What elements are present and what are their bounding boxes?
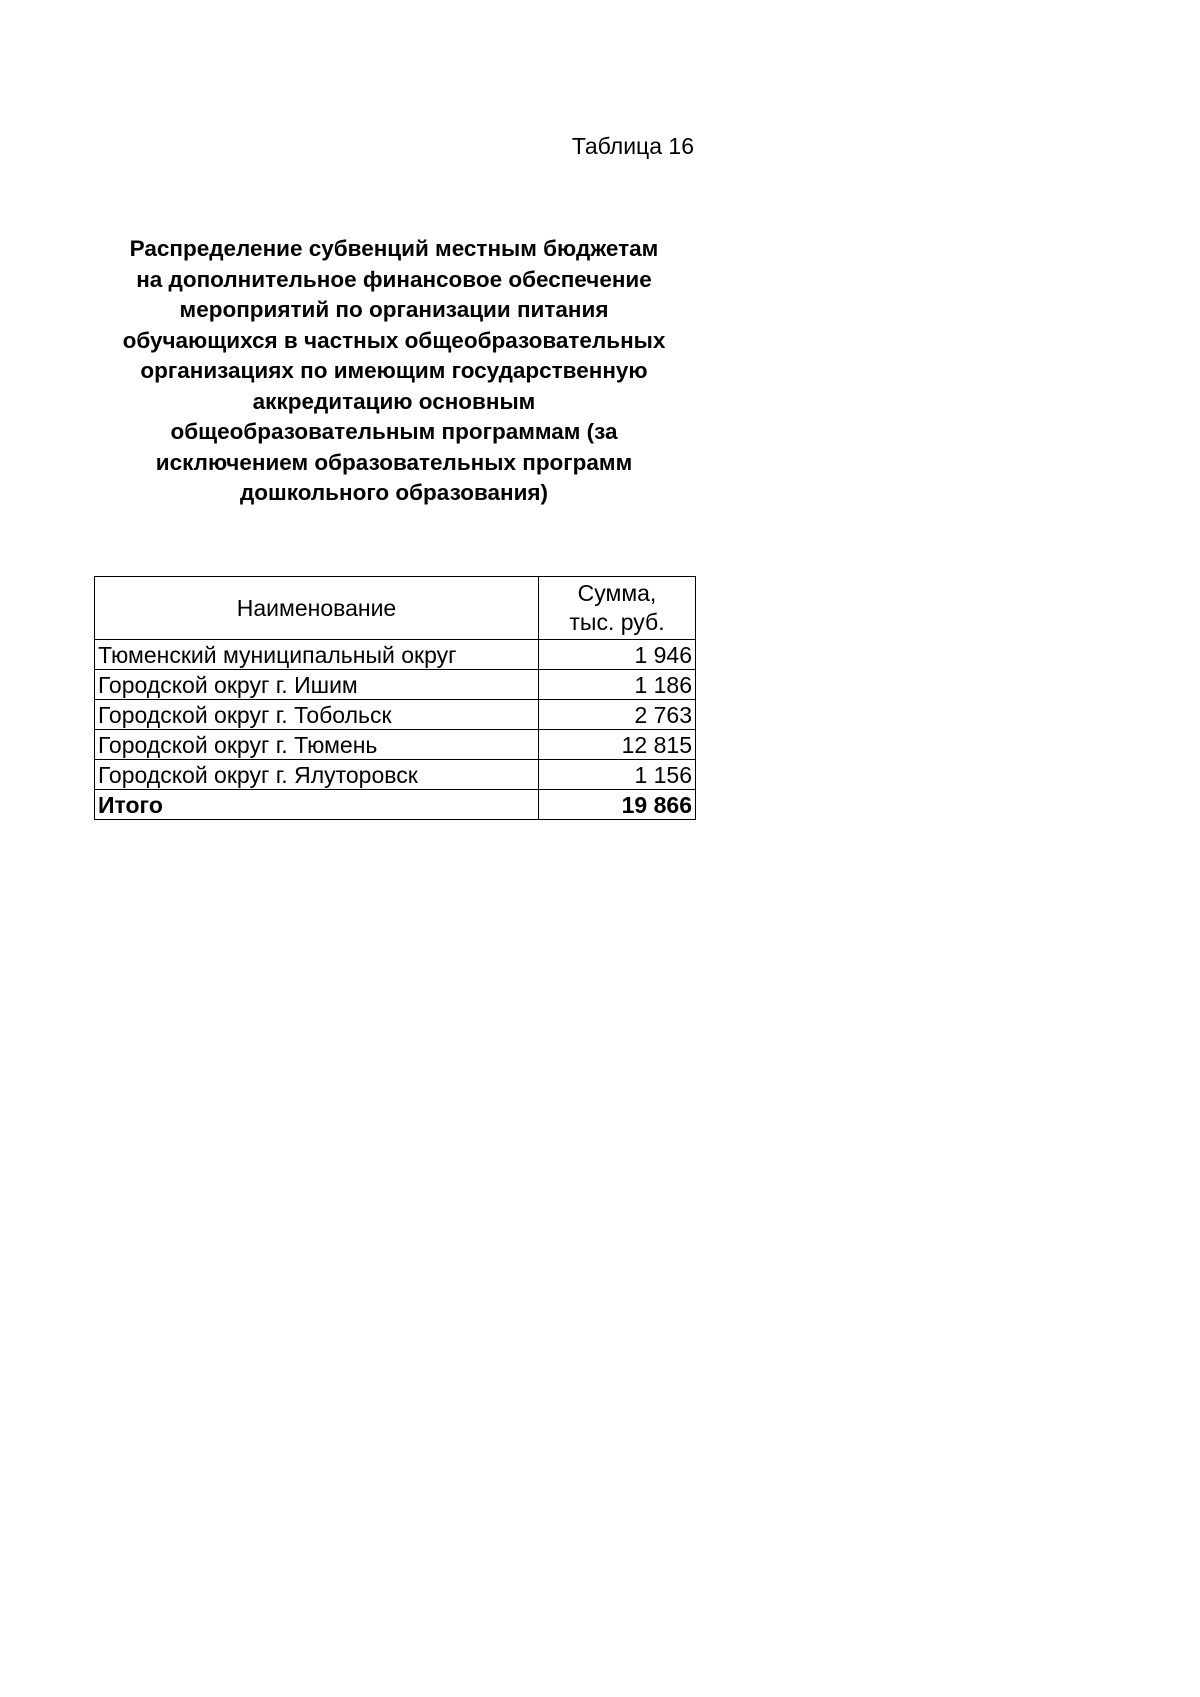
row-sum: 1 186	[539, 670, 696, 700]
table-row	[95, 760, 696, 790]
table-row	[95, 640, 696, 670]
row-name: Городской округ г. Тобольск	[95, 700, 539, 730]
row-name: Городской округ г. Тюмень	[95, 730, 539, 760]
column-header-sum	[539, 577, 696, 640]
row-name: Городской округ г. Ишим	[95, 670, 539, 700]
column-header-sum-line1: Сумма,	[577, 580, 657, 606]
total-sum: 19 866	[539, 790, 696, 820]
table-row	[95, 670, 696, 700]
total-label: Итого	[95, 790, 539, 820]
row-name: Городской округ г. Ялуторовск	[95, 760, 539, 790]
column-header-name: Наименование	[95, 577, 539, 640]
table-header-row	[95, 577, 696, 640]
subvention-table	[94, 576, 696, 820]
title-line: организациях по имеющим государственную	[140, 358, 648, 383]
table-row	[95, 730, 696, 760]
row-sum: 1 156	[539, 760, 696, 790]
title-line: дошкольного образования)	[239, 480, 549, 505]
table-number: Таблица 16	[571, 133, 694, 159]
row-sum: 2 763	[539, 700, 696, 730]
row-sum: 12 815	[539, 730, 696, 760]
title-line: исключением образовательных программ	[155, 449, 633, 475]
total-row	[95, 790, 696, 820]
table-row	[95, 700, 696, 730]
title-line: на дополнительное финансовое обеспечение	[136, 266, 652, 292]
title-line: Распределение субвенций местным бюджетам	[129, 236, 659, 261]
column-header-sum-line2: тыс. руб.	[569, 609, 665, 635]
document-title	[94, 234, 694, 509]
row-sum: 1 946	[539, 640, 696, 670]
title-line: обучающихся в частных общеобразовательных	[122, 327, 666, 353]
row-name: Тюменский муниципальный округ	[95, 640, 539, 670]
title-line: мероприятий по организации питания	[179, 297, 609, 322]
title-line: общеобразовательным программам (за	[170, 419, 618, 444]
title-line: аккредитацию основным	[252, 388, 536, 414]
